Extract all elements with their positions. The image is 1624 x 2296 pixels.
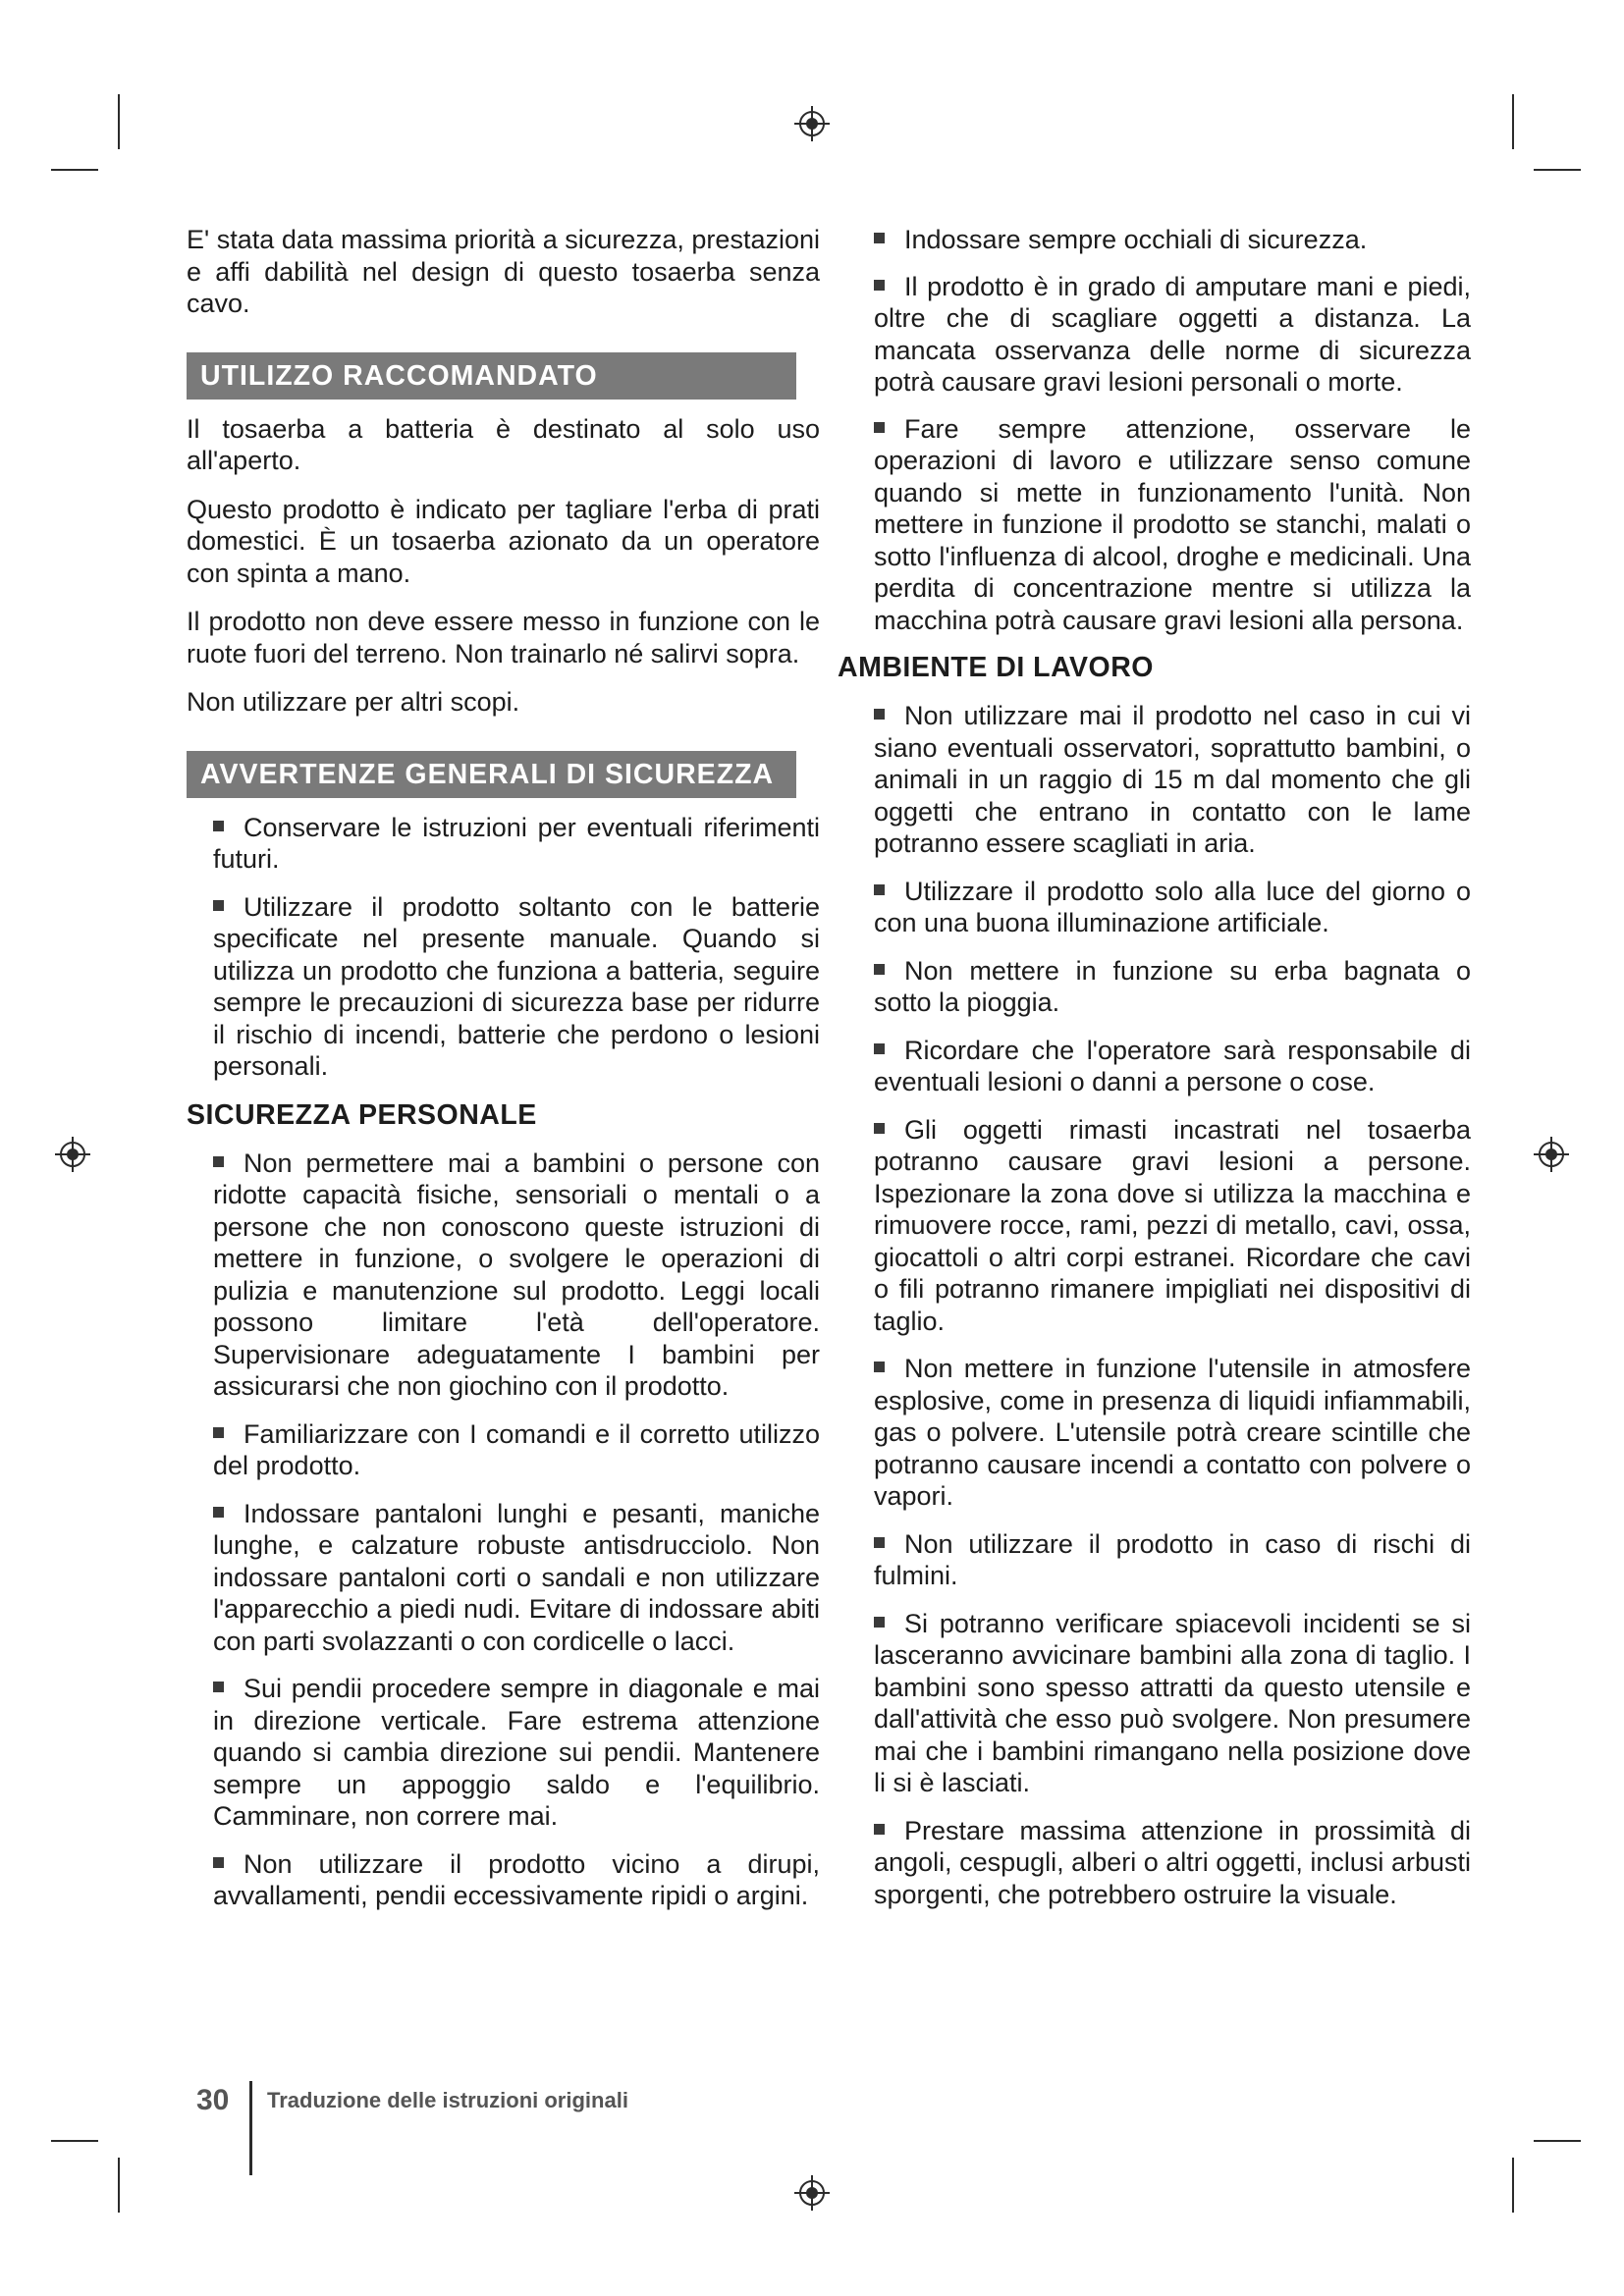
footer-caption: Traduzione delle istruzioni originali (267, 2088, 628, 2112)
bullet-icon (874, 964, 885, 975)
list-item: Utilizzare il prodotto solo alla luce del giorno o con una buona illuminazione artificiale. (874, 876, 1471, 937)
bullet-icon (874, 1617, 885, 1628)
subheading-sicurezza-personale: SICUREZZA PERSONALE (187, 1098, 537, 1131)
section-heading-avvertenze: AVVERTENZE GENERALI DI SICUREZZA (187, 751, 796, 798)
subheading-ambiente-di-lavoro: AMBIENTE DI LAVORO (838, 652, 1154, 683)
section-heading-utilizzo: UTILIZZO RACCOMANDATO (187, 352, 796, 400)
bullet-icon (213, 1682, 224, 1692)
bullet-icon (874, 422, 885, 433)
bullet-icon (213, 900, 224, 911)
list-item: Indossare pantaloni lunghi e pesanti, maniche lunghe, e calzature robuste antisdrucciolo. Non indossare pantaloni corti o sandali e non utilizzare l'apparecchio a piedi nudi. Evitare di indossare abiti con parti svolazzanti o con cordicelle o lacci. (213, 1498, 820, 1656)
list-item: Conservare le istruzioni per eventuali riferimenti futuri. (213, 812, 820, 874)
list-item: Sui pendii procedere sempre in diagonale e mai in direzione verticale. Fare estrema attenzione quando si cambia direzione sui pendii. Mantenere sempre un appoggio saldo e l'equilibrio. Camminare, non correre mai. (213, 1674, 820, 1831)
bullet-list (187, 812, 820, 1083)
registration-mark-icon (53, 1135, 92, 1174)
bullet-icon (213, 1507, 224, 1518)
registration-mark-icon (1532, 1135, 1571, 1174)
bullet-icon (213, 1156, 224, 1167)
footer-divider (249, 2081, 252, 2175)
crop-mark (1534, 2140, 1581, 2142)
list-item: Gli oggetti rimasti incastrati nel tosaerba potranno causare gravi lesioni a persone. Ispezionare la zona dove si utilizza la macchina e rimuovere rocce, rami, pezzi di metallo, cavi, ossa, giocattoli o altri corpi estranei. Ricordare che cavi o fili potranno rimanere impigliati nei dispositivi di taglio. (874, 1114, 1471, 1336)
list-item: Non mettere in funzione l'utensile in atmosfere esplosive, come in presenza di liquidi infiammabili, gas o polvere. L'utensile potrà creare scintille che potranno causare incendi a contatto con polvere o vapori. (874, 1354, 1471, 1511)
list-item: Il prodotto è in grado di amputare mani e piedi, oltre che di scagliare oggetti a distanza. La mancata osservanza delle norme di sicurezza potrà causare gravi lesioni personali o morte. (874, 271, 1471, 397)
bullet-icon (874, 1537, 885, 1548)
left-column (187, 224, 820, 1928)
crop-mark (1512, 94, 1514, 149)
bullet-list (838, 224, 1471, 636)
list-item: Non utilizzare mai il prodotto nel caso in cui vi siano eventuali osservatori, soprattutto bambini, o animali in un raggio di 15 m dal momento che gli oggetti che entrano in contatto con le lame potranno essere scagliati in aria. (874, 701, 1471, 858)
intro-paragraph: E' stata data massima priorità a sicurezza, prestazioni e affi dabilità nel design di questo tosaerba senza cavo. (187, 225, 820, 318)
list-item: Utilizzare il prodotto soltanto con le batterie specificate nel presente manuale. Quando si utilizza un prodotto che funziona a batteria, seguire sempre le precauzioni di sicurezza base per ridurre il rischio di incendi, batterie che perdono o lesioni personali. (213, 891, 820, 1081)
bullet-list (187, 1148, 820, 1912)
bullet-icon (213, 1427, 224, 1438)
crop-mark (51, 2140, 98, 2142)
bullet-icon (874, 1123, 885, 1134)
paragraph: Il tosaerba a batteria è destinato al solo uso all'aperto. (187, 413, 820, 475)
list-item: Non permettere mai a bambini o persone con ridotte capacità fisiche, sensoriali o mentali o a persone che non conoscono queste istruzioni di mettere in funzione, o svolgere le operazioni di pulizia e manutenzione sul prodotto. Leggi locali possono limitare l'età dell'operatore. Supervisionare adeguatamente I bambini per assicurarsi che non giochino con il prodotto. (213, 1148, 820, 1401)
crop-mark (118, 94, 120, 149)
list-item: Non utilizzare il prodotto vicino a dirupi, avvallamenti, pendii eccessivamente ripidi o argini. (213, 1848, 820, 1910)
paragraph: Il prodotto non deve essere messo in funzione con le ruote fuori del terreno. Non trainarlo né salirvi sopra. (187, 607, 820, 668)
list-item: Non utilizzare il prodotto in caso di rischi di fulmini. (874, 1528, 1471, 1590)
bullet-icon (874, 709, 885, 720)
bullet-icon (874, 884, 885, 895)
bullet-icon (213, 821, 224, 831)
list-item: Non mettere in funzione su erba bagnata o sotto la pioggia. (874, 955, 1471, 1017)
paragraph: Non utilizzare per altri scopi. (187, 687, 520, 717)
bullet-icon (874, 1362, 885, 1372)
list-item: Fare sempre attenzione, osservare le operazioni di lavoro e utilizzare senso comune quando si mette in funzionamento l'unità. Non mettere in funzione il prodotto se stanchi, malati o sotto l'influenza di alcool, droghe e medicinali. Una perdita di concentrazione mentre si utilizza la macchina potrà causare gravi lesioni alla persona. (874, 413, 1471, 635)
bullet-icon (874, 1043, 885, 1054)
crop-mark (118, 2158, 120, 2213)
list-item: Familiarizzare con I comandi e il corretto utilizzo del prodotto. (213, 1418, 820, 1480)
crop-mark (51, 169, 98, 171)
crop-mark (1534, 169, 1581, 171)
list-item: Prestare massima attenzione in prossimità di angoli, cespugli, alberi o altri oggetti, inclusi arbusti sporgenti, che potrebbero ostruire la visuale. (874, 1815, 1471, 1909)
list-item: Indossare sempre occhiali di sicurezza. (874, 224, 1471, 256)
bullet-list (838, 700, 1471, 1910)
list-item: Ricordare che l'operatore sarà responsabile di eventuali lesioni o danni a persone o cose. (874, 1035, 1471, 1096)
crop-mark (1512, 2158, 1514, 2213)
list-item: Si potranno verificare spiacevoli incidenti se si lasceranno avvicinare bambini alla zona di taglio. I bambini sono spesso attratti da questo utensile e dall'attività che esso può svolgere. Non presumere mai che i bambini rimangano nella posizione dove li si è lasciati. (874, 1608, 1471, 1797)
bullet-icon (874, 233, 885, 243)
bullet-icon (874, 280, 885, 291)
paragraph: Questo prodotto è indicato per tagliare l'erba di prati domestici. È un tosaerba azionato da un operatore con spinta a mano. (187, 494, 820, 588)
bullet-icon (213, 1857, 224, 1868)
right-column (838, 224, 1471, 1926)
registration-mark-icon (792, 104, 832, 143)
bullet-icon (874, 1824, 885, 1835)
registration-mark-icon (792, 2173, 832, 2213)
page-number: 30 (196, 2084, 230, 2116)
